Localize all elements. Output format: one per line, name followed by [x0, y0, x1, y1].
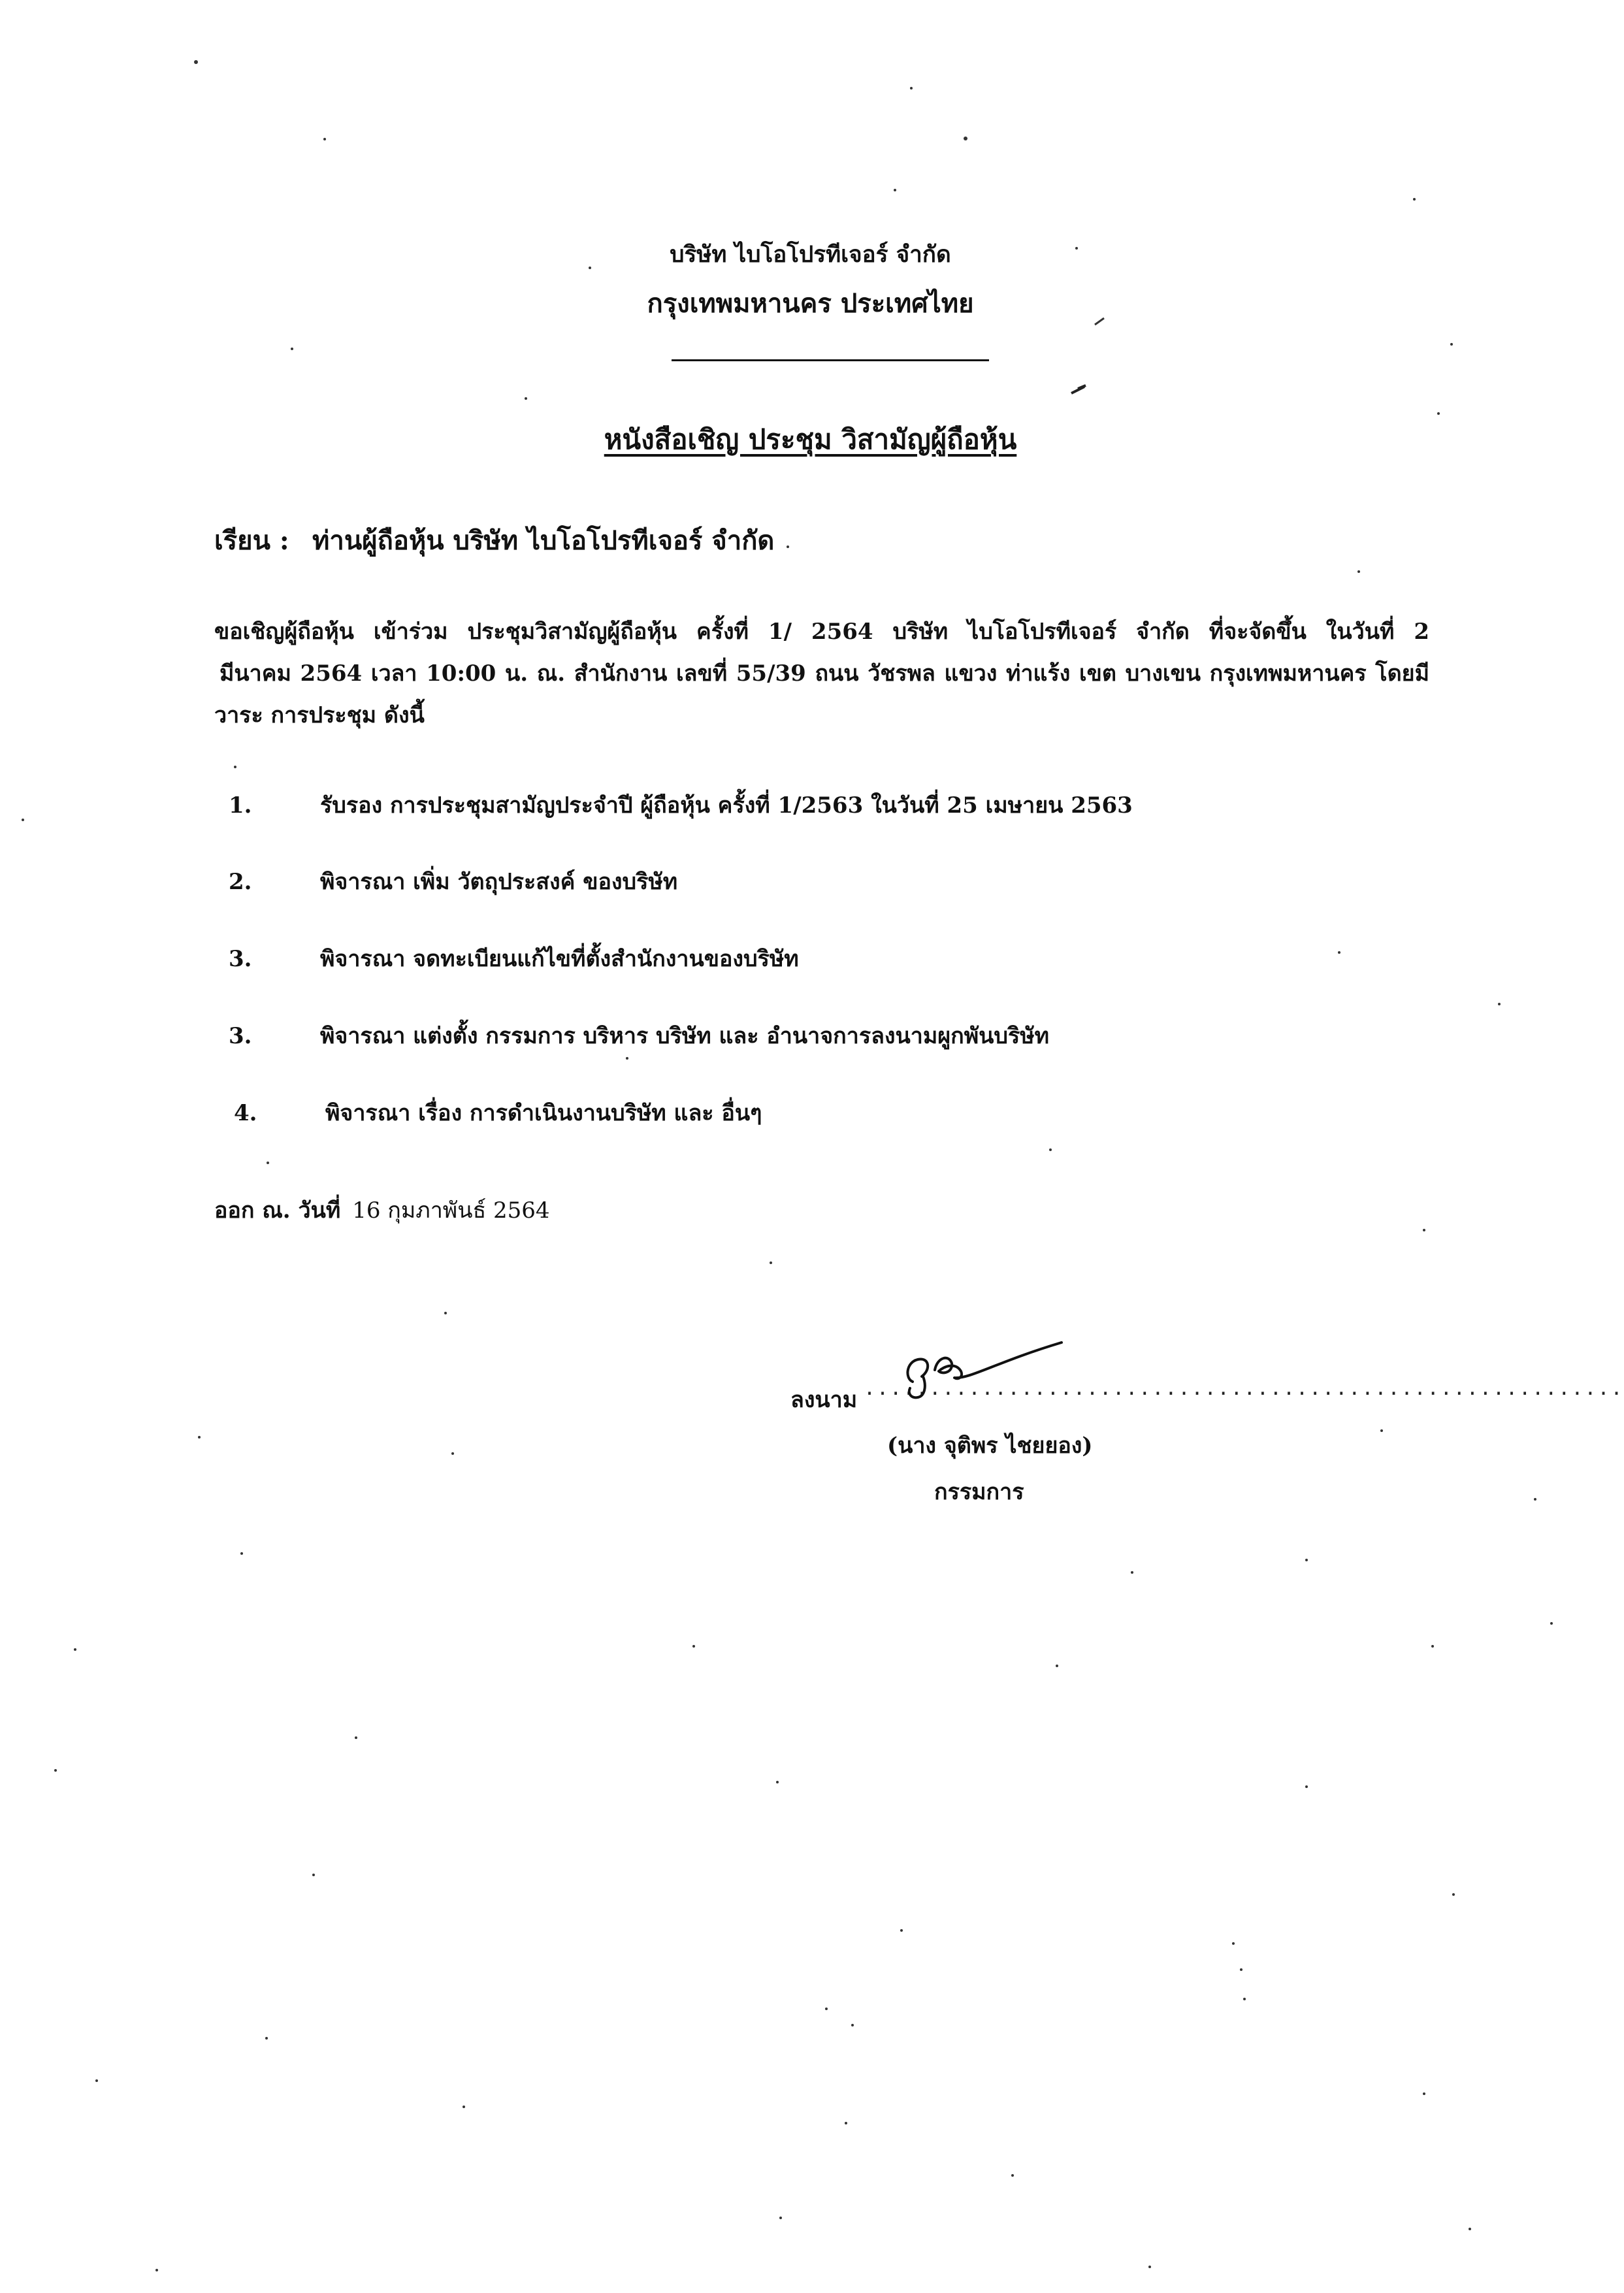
document-title: หนังสือเชิญ ประชุม วิสามัญผู้ถือหุ้น — [604, 423, 1017, 455]
agenda-item — [229, 864, 677, 899]
agenda-text: รับรอง การประชุมสามัญประจำปี ผู้ถือหุ้น ครั้งที่ 1/2563 ในวันที่ 25 เมษายน 2563 — [320, 792, 1133, 819]
agenda-text: พิจารณา เรื่อง การดำเนินงานบริษัท และ อื่นๆ — [325, 1100, 762, 1126]
paragraph-line: วาระ การประชุม ดังนี้ — [214, 702, 425, 728]
invitation-paragraph — [214, 611, 1429, 736]
signature-dotted-line: .......................................................... — [864, 1377, 1624, 1400]
sign-label: ลงนาม — [790, 1387, 858, 1413]
agenda-number: 1. — [229, 792, 252, 819]
agenda-text: พิจารณา แต่งตั้ง กรรมการ บริหาร บริษัท และ อำนาจการลงนามผูกพันบริษัท — [320, 1023, 1050, 1049]
agenda-number: 4. — [234, 1100, 257, 1126]
signer-name: (นาง จุติพร ไชยยอง) — [887, 1433, 1093, 1459]
agenda-text: พิจารณา เพิ่ม วัตถุประสงค์ ของบริษัท — [320, 869, 678, 895]
company-name: บริษัท ไบโอโปรทีเจอร์ จำกัด — [670, 241, 951, 268]
handwritten-signature — [898, 1316, 1068, 1401]
salutation-label: เรียน : — [214, 525, 289, 556]
header-divider — [672, 359, 989, 361]
paragraph-line: ขอเชิญผู้ถือหุ้น เข้าร่วม ประชุมวิสามัญผู้ถือหุ้น ครั้งที่ 1/ 2564 บริษัท ไบโอโปรทีเจอร์ จำกัด ที่จะจัดขึ้น ในวันที่ 2 — [214, 619, 1429, 645]
agenda-text: พิจารณา จดทะเบียนแก้ไขที่ตั้งสำนักงานของบริษัท — [320, 946, 799, 972]
agenda-item — [234, 1095, 762, 1130]
paragraph-line: มีนาคม 2564 เวลา 10:00 น. ณ. สำนักงาน เลขที่ 55/39 ถนน วัชรพล แขวง ท่าแร้ง เขต บางเขน กรุงเทพมหานคร โดยมี — [219, 660, 1429, 687]
agenda-number: 3. — [229, 1023, 252, 1049]
company-location: กรุงเทพมหานคร ประเทศไทย — [647, 288, 974, 319]
issue-date-value: 16 กุมภาพันธ์ 2564 — [352, 1197, 550, 1224]
agenda-item — [229, 787, 1133, 822]
salutation-recipient: ท่านผู้ถือหุ้น บริษัท ไบโอโปรทีเจอร์ จำกัด — [312, 525, 775, 556]
issue-date-line — [214, 1192, 550, 1228]
agenda-number: 3. — [229, 946, 252, 972]
salutation — [214, 519, 774, 561]
signer-role: กรรมการ — [934, 1479, 1024, 1505]
issue-date-label: ออก ณ. วันที่ — [214, 1197, 341, 1224]
agenda-item — [229, 941, 799, 976]
agenda-item — [229, 1018, 1049, 1053]
agenda-number: 2. — [229, 869, 252, 895]
